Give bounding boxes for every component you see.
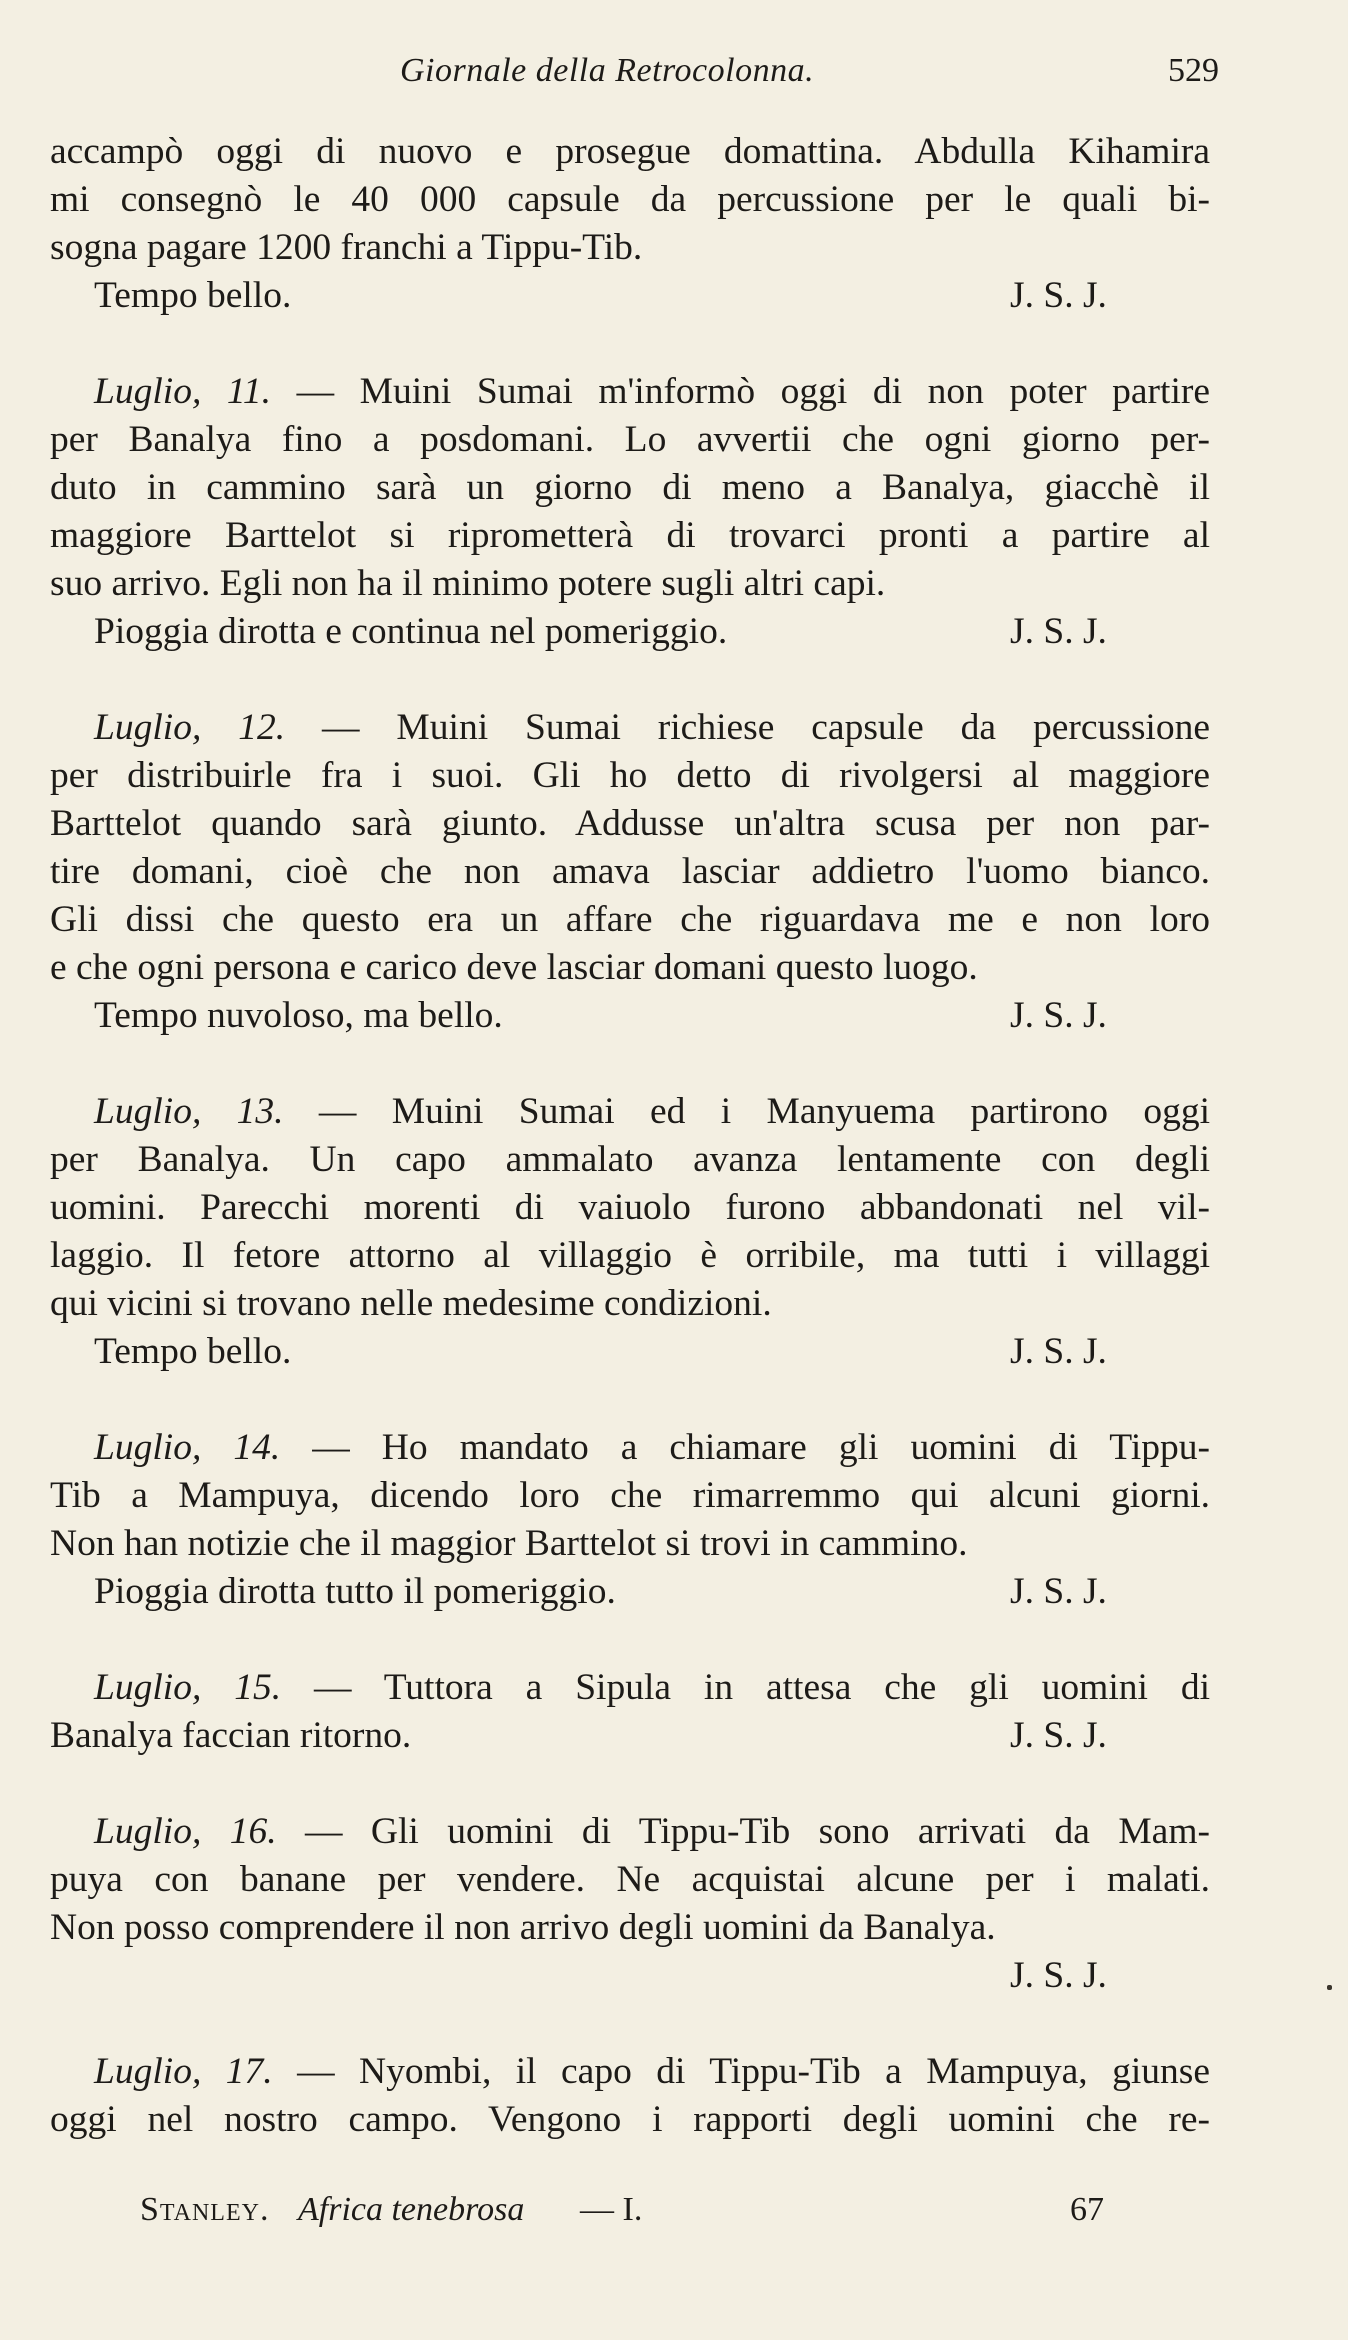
entry-date: Luglio, 15. <box>94 1667 282 1708</box>
text-line: qui vicini si trovano nelle medesime condizioni. <box>50 1283 772 1324</box>
weather-text: Pioggia dirotta tutto il pomeriggio. <box>94 1571 616 1612</box>
entry-luglio-16 <box>50 1808 1210 2000</box>
running-head <box>0 52 1348 102</box>
weather-text: Tempo nuvoloso, ma bello. <box>94 995 503 1036</box>
text-line: Non han notizie che il maggior Barttelot si trovi in cammino. <box>50 1523 968 1564</box>
entry-luglio-11 <box>50 368 1210 656</box>
entry-text: — Tuttora a Sipula in attesa che gli uomini di <box>281 1667 1210 1708</box>
journal-text <box>50 128 1210 2192</box>
weather-line <box>50 608 1210 656</box>
footer-title: Africa tenebrosa <box>298 2191 525 2228</box>
entry-text: — Muini Sumai richiese capsule da percussione <box>285 707 1210 748</box>
text-line: Non posso comprendere il non arrivo degli uomini da Banalya. <box>50 1907 996 1948</box>
entry-text: — Ho mandato a chiamare gli uomini di Tippu- <box>280 1427 1210 1468</box>
entry-text: — Muini Sumai ed i Manyuema partirono oggi <box>283 1091 1210 1132</box>
text-line: suo arrivo. Egli non ha il minimo potere sugli altri capi. <box>50 563 886 604</box>
entry-luglio-17 <box>50 2048 1210 2144</box>
text-line: tire domani, cioè che non amava lasciar addietro l'uomo bianco. <box>50 851 1210 892</box>
signature: J. S. J. <box>1010 995 1107 1036</box>
weather-line <box>50 992 1210 1040</box>
entry-first-line <box>50 368 1210 416</box>
entry-date: Luglio, 17. <box>94 2051 273 2092</box>
weather-line <box>50 272 1210 320</box>
entry-first-line <box>50 1808 1210 1856</box>
weather-line <box>50 1568 1210 1616</box>
entry-first-line <box>50 1424 1210 1472</box>
weather-text: Tempo bello. <box>94 275 292 316</box>
text-line: maggiore Barttelot si riprometterà di trovarci pronti a partire al <box>50 515 1210 556</box>
entry-first-line <box>50 1088 1210 1136</box>
signature: J. S. J. <box>1010 1715 1107 1756</box>
footer-volume: — I. <box>580 2191 643 2228</box>
text-line: duto in cammino sarà un giorno di meno a Banalya, giacchè il <box>50 467 1210 508</box>
entry-date: Luglio, 11. <box>94 371 271 412</box>
entry-date: Luglio, 13. <box>94 1091 284 1132</box>
signature: J. S. J. <box>1010 275 1107 316</box>
print-speck <box>1327 1985 1332 1990</box>
text-line: per distribuirle fra i suoi. Gli ho detto di rivolgersi al maggiore <box>50 755 1210 796</box>
page-footer <box>140 2191 1240 2241</box>
text-line: accampò oggi di nuovo e prosegue domattina. Abdulla Kihamira <box>50 131 1210 172</box>
text-line: mi consegnò le 40 000 capsule da percussione per le quali bi- <box>50 179 1210 220</box>
entry-date: Luglio, 12. <box>94 707 286 748</box>
weather-text: Tempo bello. <box>94 1331 292 1372</box>
signature: J. S. J. <box>1010 1571 1107 1612</box>
signature-mark: 67 <box>1070 2191 1104 2228</box>
text-line: sogna pagare 1200 franchi a Tippu-Tib. <box>50 227 643 268</box>
entry-first-line <box>50 704 1210 752</box>
entry-date: Luglio, 16. <box>94 1811 277 1852</box>
entry-first-line <box>50 2048 1210 2096</box>
entry-luglio-12 <box>50 704 1210 1040</box>
text-line: per Banalya fino a posdomani. Lo avvertii che ogni giorno per- <box>50 419 1210 460</box>
footer-author: Stanley. <box>140 2191 270 2228</box>
entry-date: Luglio, 14. <box>94 1427 281 1468</box>
entry-luglio-15 <box>50 1664 1210 1760</box>
text-line: puya con banane per vendere. Ne acquistai alcune per i malati. <box>50 1859 1210 1900</box>
entry-intro <box>50 128 1210 320</box>
entry-first-line <box>50 1664 1210 1712</box>
weather-line <box>50 1328 1210 1376</box>
signature-line <box>50 1952 1210 2000</box>
entry-luglio-14 <box>50 1424 1210 1616</box>
entry-text: — Nyombi, il capo di Tippu-Tib a Mampuya, giunse <box>272 2051 1210 2092</box>
page-number: 529 <box>1168 52 1219 89</box>
text-line: e che ogni persona e carico deve lasciar domani questo luogo. <box>50 947 978 988</box>
text-line: uomini. Parecchi morenti di vaiuolo furono abbandonati nel vil- <box>50 1187 1210 1228</box>
text-line: Barttelot quando sarà giunto. Addusse un'altra scusa per non par- <box>50 803 1210 844</box>
text-line: Tib a Mampuya, dicendo loro che rimarremmo qui alcuni giorni. <box>50 1475 1210 1516</box>
text-line: oggi nel nostro campo. Vengono i rapporti degli uomini che re- <box>50 2099 1210 2140</box>
running-title: Giornale della Retrocolonna. <box>400 52 815 89</box>
text-line: Gli dissi che questo era un affare che riguardava me e non loro <box>50 899 1210 940</box>
weather-text: Pioggia dirotta e continua nel pomeriggio. <box>94 611 728 652</box>
signature: J. S. J. <box>1010 1955 1107 1996</box>
signature: J. S. J. <box>1010 1331 1107 1372</box>
entry-text: — Muini Sumai m'informò oggi di non poter partire <box>271 371 1210 412</box>
entry-luglio-13 <box>50 1088 1210 1376</box>
entry-text: — Gli uomini di Tippu-Tib sono arrivati da Mam- <box>276 1811 1210 1852</box>
text-line: per Banalya. Un capo ammalato avanza lentamente con degli <box>50 1139 1210 1180</box>
text-line: laggio. Il fetore attorno al villaggio è orribile, ma tutti i villaggi <box>50 1235 1210 1276</box>
signature: J. S. J. <box>1010 611 1107 652</box>
weather-line <box>50 1712 1210 1760</box>
weather-text: Banalya faccian ritorno. <box>50 1715 412 1756</box>
